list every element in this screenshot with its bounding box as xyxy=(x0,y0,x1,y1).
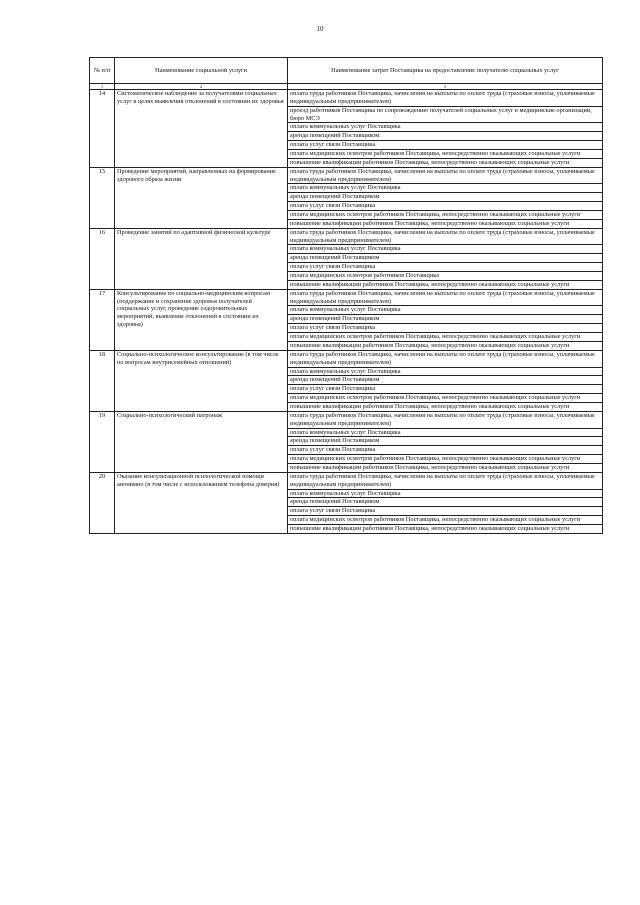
services-cost-table xyxy=(89,57,603,534)
service-number: 15 xyxy=(90,167,115,228)
cost-item: оплата труда работников Поставщика, начисления на выплаты по оплате труда (страховые взносы, уплачиваемые индивидуальным предпринимателем) xyxy=(288,350,603,367)
cost-item: оплата услуг связи Поставщика xyxy=(288,324,603,333)
cost-item: оплата услуг связи Поставщика xyxy=(288,385,603,394)
cost-item: оплата услуг связи Поставщика xyxy=(288,141,603,150)
table-row xyxy=(90,411,603,428)
table-row xyxy=(90,228,603,245)
table-row xyxy=(90,90,603,107)
cost-item: аренда помещений Поставщиком xyxy=(288,315,603,324)
table-row xyxy=(90,350,603,367)
cost-item: оплата труда работников Поставщика, начисления на выплаты по оплате труда (страховые взносы, уплачиваемые индивидуальным предпринимателем) xyxy=(288,289,603,306)
cost-item: оплата труда работников Поставщика, начисления на выплаты по оплате труда (страховые взносы, уплачиваемые индивидуальным предпринимателем) xyxy=(288,167,603,184)
cost-item: повышение квалификации работников Поставщика, непосредственно оказывающих социальные услуги xyxy=(288,341,603,350)
service-number: 16 xyxy=(90,228,115,289)
cost-item: повышение квалификации работников Поставщика, непосредственно оказывающих социальные услуги xyxy=(288,280,603,289)
table-row xyxy=(90,472,603,489)
table-header-row xyxy=(90,58,603,84)
service-name: Оказание консультационной психологической помощи анонимно (в том числе с использованием телефона доверия) xyxy=(115,472,288,533)
cost-item: оплата медицинских осмотров работников Поставщика, непосредственно оказывающих социальные услуги xyxy=(288,333,603,342)
service-name: Консультирование по социально-медицинским вопросам (поддержание и сохранение здоровья получателей социальных услуг, проведение оздоровительных мероприятий, выявление отклонений в состоянии их здоровья) xyxy=(115,289,288,350)
cost-item: повышение квалификации работников Поставщика, непосредственно оказывающих социальные услуги xyxy=(288,219,603,228)
header-number: № п/п xyxy=(90,58,115,84)
service-number: 20 xyxy=(90,472,115,533)
service-name: Социально-психологический патронаж xyxy=(115,411,288,472)
cost-item: оплата услуг связи Поставщика xyxy=(288,507,603,516)
cost-item: проезд работников Поставщика по сопровождению получателей социальных услуг в медицинские организации, бюро МСЭ xyxy=(288,106,603,123)
service-number: 17 xyxy=(90,289,115,350)
cost-item: оплата коммунальных услуг Поставщика xyxy=(288,123,603,132)
service-number: 18 xyxy=(90,350,115,411)
cost-item: аренда помещений Поставщиком xyxy=(288,193,603,202)
cost-item: оплата медицинских осмотров работников Поставщика, непосредственно оказывающих социальные услуги xyxy=(288,455,603,464)
page-number: 10 xyxy=(316,25,324,33)
service-name: Проведение занятий по адаптивной физической культуре xyxy=(115,228,288,289)
cost-item: оплата труда работников Поставщика, начисления на выплаты по оплате труда (страховые взносы, уплачиваемые индивидуальным предпринимателем) xyxy=(288,411,603,428)
cost-item: повышение квалификации работников Поставщика, непосредственно оказывающих социальные услуги xyxy=(288,463,603,472)
cost-item: оплата коммунальных услуг Поставщика xyxy=(288,306,603,315)
cost-item: повышение квалификации работников Поставщика, непосредственно оказывающих социальные услуги xyxy=(288,524,603,533)
cost-item: оплата коммунальных услуг Поставщика xyxy=(288,489,603,498)
cost-item: оплата медицинских осмотров работников Поставщика, непосредственно оказывающих социальные услуги xyxy=(288,394,603,403)
cost-item: аренда помещений Поставщиком xyxy=(288,132,603,141)
cost-item: оплата коммунальных услуг Поставщика xyxy=(288,184,603,193)
cost-item: повышение квалификации работников Поставщика, непосредственно оказывающих социальные услуги xyxy=(288,158,603,167)
column-number: 1 xyxy=(90,84,115,90)
service-name: Систематическое наблюдение за получателями социальных услуг в целях выявления отклонений в состоянии их здоровья xyxy=(115,90,288,168)
service-name: Социально-психологическое консультирование (в том числе по вопросам внутрисемейных отношений) xyxy=(115,350,288,411)
cost-item: оплата услуг связи Поставщика xyxy=(288,446,603,455)
cost-item: оплата медицинских осмотров работников Поставщика, непосредственно оказывающих социальные услуги xyxy=(288,211,603,220)
header-service-name: Наименование социальной услуги xyxy=(115,58,288,84)
cost-item: оплата услуг связи Поставщика xyxy=(288,263,603,272)
cost-item: повышение квалификации работников Поставщика, непосредственно оказывающих социальные услуги xyxy=(288,402,603,411)
table-body xyxy=(90,90,603,534)
cost-item: аренда помещений Поставщиком xyxy=(288,498,603,507)
cost-item: аренда помещений Поставщиком xyxy=(288,437,603,446)
header-cost-name: Наименование затрат Поставщика на предоставление получателю социальных услуг xyxy=(288,58,603,84)
cost-item: оплата медицинских осмотров работников Поставщика xyxy=(288,272,603,281)
table-row xyxy=(90,289,603,306)
service-number: 19 xyxy=(90,411,115,472)
cost-item: оплата труда работников Поставщика, начисления на выплаты по оплате труда (страховые взносы, уплачиваемые индивидуальным предпринимателем) xyxy=(288,472,603,489)
cost-item: оплата медицинских осмотров работников Поставщика, непосредственно оказывающих социальные услуги xyxy=(288,516,603,525)
service-number: 14 xyxy=(90,90,115,168)
cost-item: аренда помещений Поставщиком xyxy=(288,254,603,263)
cost-item: оплата коммунальных услуг Поставщика xyxy=(288,428,603,437)
column-number: 2 xyxy=(115,84,288,90)
cost-item: аренда помещений Поставщиком xyxy=(288,376,603,385)
cost-item: оплата коммунальных услуг Поставщика xyxy=(288,367,603,376)
cost-item: оплата медицинских осмотров работников Поставщика, непосредственно оказывающих социальные услуги xyxy=(288,150,603,159)
service-name: Проведение мероприятий, направленных на формирование здорового образа жизни xyxy=(115,167,288,228)
cost-item: оплата услуг связи Поставщика xyxy=(288,202,603,211)
cost-item: оплата труда работников Поставщика, начисления на выплаты по оплате труда (страховые взносы, уплачиваемые индивидуальным предпринимателем) xyxy=(288,90,603,107)
cost-item: оплата труда работников Поставщика, начисления на выплаты по оплате труда (страховые взносы, уплачиваемые индивидуальным предпринимателем) xyxy=(288,228,603,245)
cost-item: оплата коммунальных услуг Поставщика xyxy=(288,245,603,254)
table-row xyxy=(90,167,603,184)
column-number: 3 xyxy=(288,84,603,90)
